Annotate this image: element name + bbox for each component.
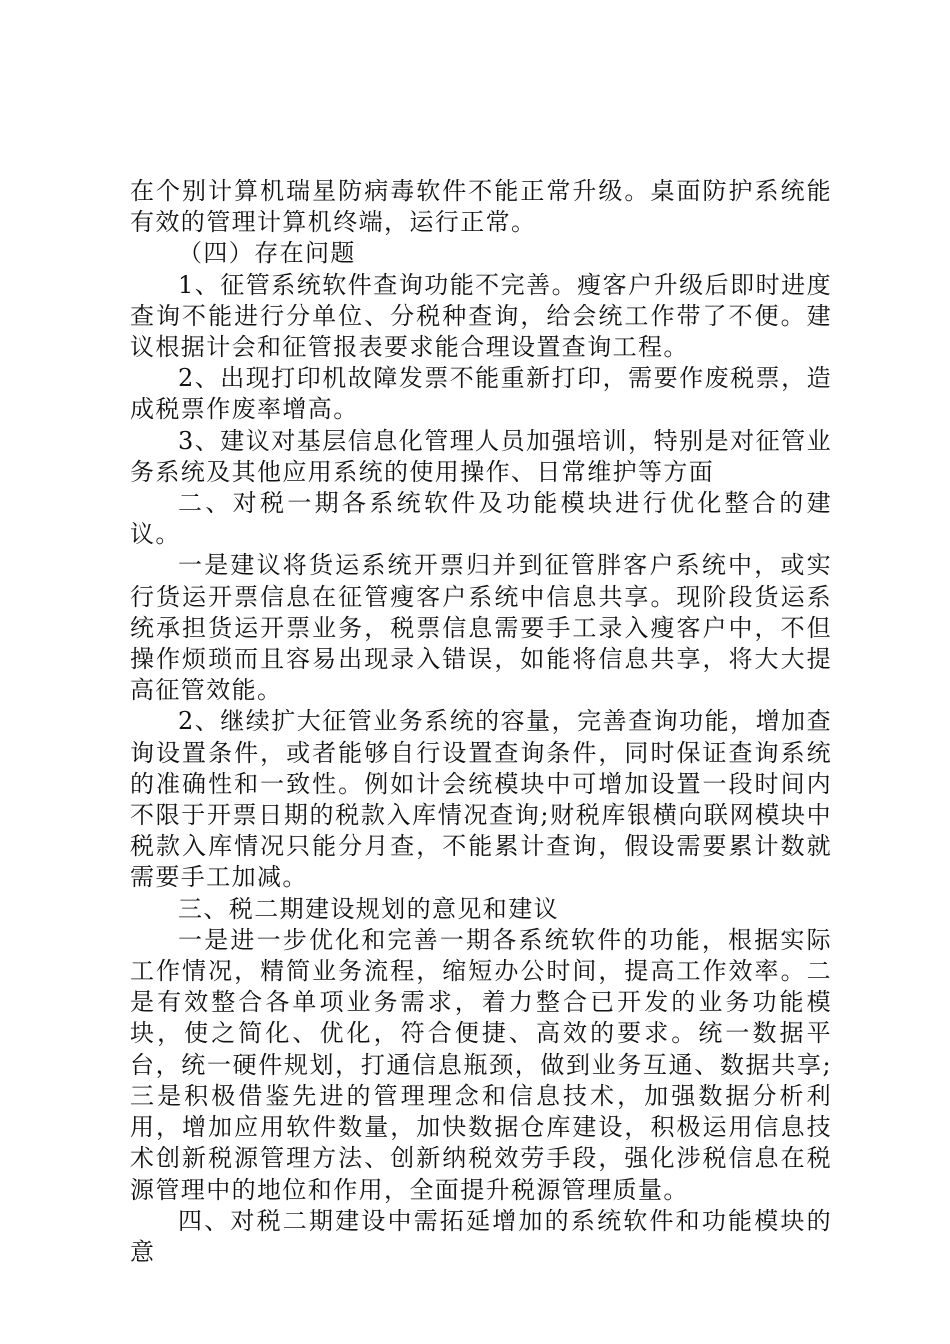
paragraph-suggestion-1: 一是建议将货运系统开票归并到征管胖客户系统中，或实行货运开票信息在征管瘦客户系统中信息共享。现阶段货运系统承担货运开票业务，税票信息需要手工录入瘦客户中，不但操作烦琐而且容易出现录入错误，如能将信息共享，将大大提高征管效能。	[130, 551, 832, 705]
paragraph-continuation: 在个别计算机瑞星防病毒软件不能正常升级。桌面防护系统能有效的管理计算机终端，运行正常。	[130, 177, 832, 237]
section-heading-optimization: 二、对税一期各系统软件及功能模块进行优化整合的建议。	[130, 489, 832, 549]
document-page	[130, 176, 832, 1268]
paragraph-suggestion-2: 2、继续扩大征管业务系统的容量，完善查询功能，增加查询设置条件，或者能够自行设置查询条件，同时保证查询系统的准确性和一致性。例如计会统模块中可增加设置一段时间内不限于开票日期的税款入库情况查询;财税库银横向联网模块中税款入库情况只能分月查，不能累计查询，假设需要累计数就需要手工加减。	[130, 707, 832, 892]
paragraph-phase-two-plan: 一是进一步优化和完善一期各系统软件的功能，根据实际工作情况，精简业务流程，缩短办公时间，提高工作效率。二是有效整合各单项业务需求，着力整合已开发的业务功能模块，使之简化、优化，符合便捷、高效的要求。统一数据平台，统一硬件规划，打通信息瓶颈，做到业务互通、数据共享;三是积极借鉴先进的管理理念和信息技术，加强数据分析利用，增加应用软件数量，加快数据仓库建设，积极运用信息技术创新税源管理方法、创新纳税效劳手段，强化涉税信息在税源管理中的地位和作用，全面提升税源管理质量。	[130, 925, 832, 1204]
section-heading-existing-problems: （四）存在问题	[178, 239, 356, 268]
paragraph-problem-3: 3、建议对基层信息化管理人员加强培训，特别是对征管业务系统及其他应用系统的使用操作、日常维护等方面	[130, 426, 832, 486]
section-heading-phase-two: 三、税二期建设规划的意见和建议	[178, 894, 559, 923]
paragraph-problem-2: 2、出现打印机故障发票不能重新打印，需要作废税票，造成税票作废率增高。	[130, 364, 832, 424]
section-heading-extensions: 四、对税二期建设中需拓延增加的系统软件和功能模块的意	[130, 1206, 832, 1266]
paragraph-problem-1: 1、征管系统软件查询功能不完善。瘦客户升级后即时进度查询不能进行分单位、分税种查询，给会统工作带了不便。建议根据计会和征管报表要求能合理设置查询工程。	[130, 270, 832, 362]
